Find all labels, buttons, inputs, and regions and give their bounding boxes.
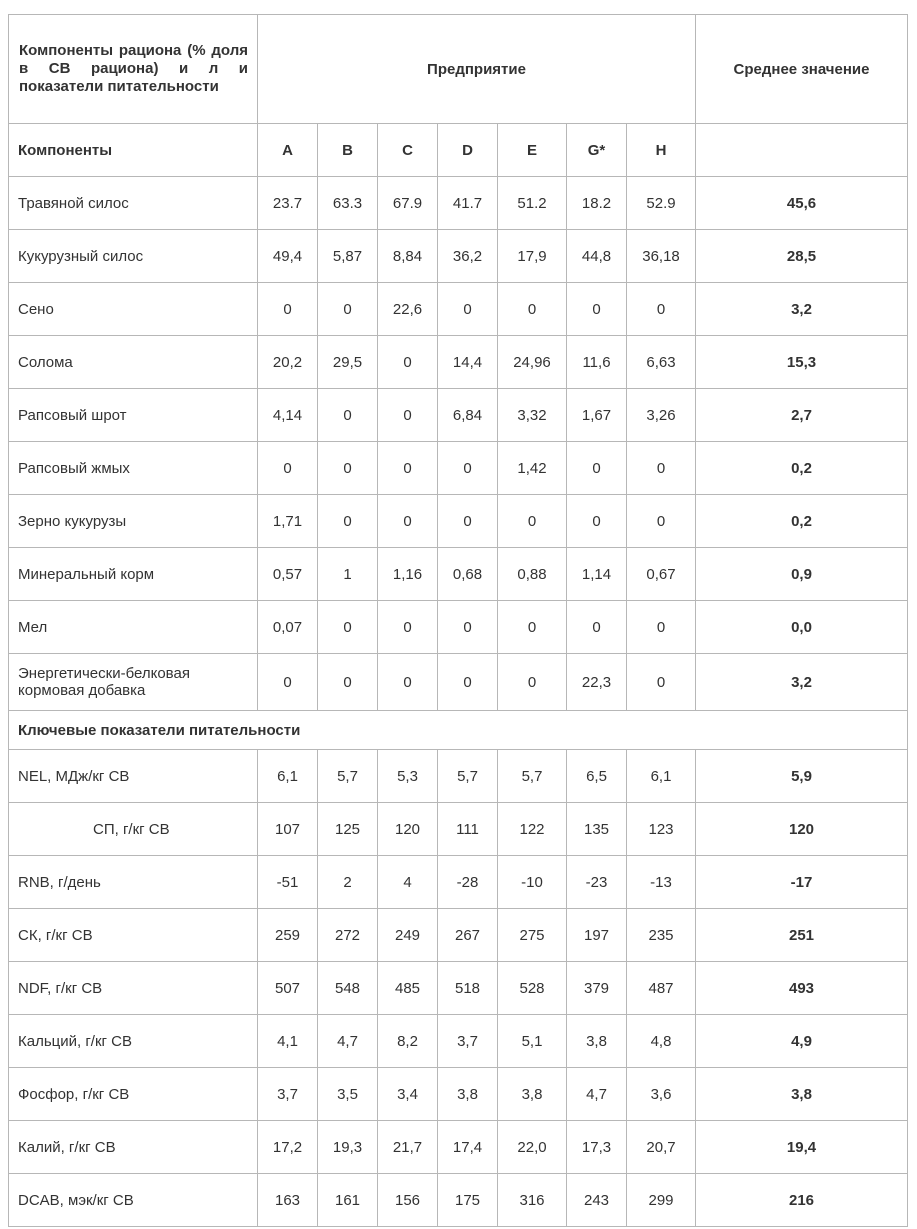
table-cell: 5,1: [498, 1015, 567, 1068]
table-cell: 51.2: [498, 177, 567, 230]
table-row: [9, 389, 908, 442]
table-cell: 0: [258, 654, 318, 711]
table-cell: -23: [567, 856, 627, 909]
table-cell: 6,63: [627, 336, 696, 389]
row-label: Солома: [9, 336, 258, 389]
table-cell: 1,71: [258, 495, 318, 548]
table-row: [9, 495, 908, 548]
table-cell: 0: [258, 442, 318, 495]
table-cell: 528: [498, 962, 567, 1015]
table-cell: 3,6: [627, 1068, 696, 1121]
table-cell: 0: [438, 654, 498, 711]
table-cell: -51: [258, 856, 318, 909]
table-cell: 67.9: [378, 177, 438, 230]
column-header-empty: [696, 124, 908, 177]
average-cell: 3,8: [696, 1068, 908, 1121]
table-row: [9, 962, 908, 1015]
table-cell: 0: [318, 601, 378, 654]
table-cell: 6,5: [567, 750, 627, 803]
table-cell: 5,7: [498, 750, 567, 803]
row-label: Энергетически-белковая кормовая добавка: [9, 654, 258, 711]
table-cell: 235: [627, 909, 696, 962]
table-cell: 20,2: [258, 336, 318, 389]
row-label: Зерно кукурузы: [9, 495, 258, 548]
table-row: [9, 177, 908, 230]
row-label: Рапсовый жмых: [9, 442, 258, 495]
table-cell: 8,2: [378, 1015, 438, 1068]
table-cell: 259: [258, 909, 318, 962]
table-cell: 0: [378, 389, 438, 442]
table-cell: -10: [498, 856, 567, 909]
row-label: СП, г/кг СВ: [9, 803, 258, 856]
average-cell: 3,2: [696, 654, 908, 711]
table-cell: 19,3: [318, 1121, 378, 1174]
table-cell: 267: [438, 909, 498, 962]
row-label: NDF, г/кг СВ: [9, 962, 258, 1015]
table-cell: 63.3: [318, 177, 378, 230]
table-row: [9, 803, 908, 856]
table-cell: 22,3: [567, 654, 627, 711]
table-cell: 0: [318, 495, 378, 548]
table-cell: 5,7: [318, 750, 378, 803]
row-label: Травяной силос: [9, 177, 258, 230]
average-cell: 4,9: [696, 1015, 908, 1068]
row-label: Рапсовый шрот: [9, 389, 258, 442]
table-cell: 3,8: [438, 1068, 498, 1121]
average-cell: 0,2: [696, 495, 908, 548]
table-cell: 4,7: [318, 1015, 378, 1068]
table-row: [9, 1068, 908, 1121]
table-cell: 17,3: [567, 1121, 627, 1174]
table-cell: 6,1: [258, 750, 318, 803]
table-cell: 21,7: [378, 1121, 438, 1174]
table-row: [9, 1015, 908, 1068]
table-cell: 548: [318, 962, 378, 1015]
table-cell: 0: [627, 442, 696, 495]
column-header: B: [318, 124, 378, 177]
indicators-body: [9, 750, 908, 1227]
row-label: Фосфор, г/кг СВ: [9, 1068, 258, 1121]
table-cell: 299: [627, 1174, 696, 1227]
table-cell: 5,87: [318, 230, 378, 283]
table-cell: 4: [378, 856, 438, 909]
table-cell: 125: [318, 803, 378, 856]
table-cell: 36,18: [627, 230, 696, 283]
table-cell: 3,5: [318, 1068, 378, 1121]
table-cell: 243: [567, 1174, 627, 1227]
table-cell: 485: [378, 962, 438, 1015]
table-row: [9, 1121, 908, 1174]
table-cell: 6,84: [438, 389, 498, 442]
table-cell: 0,67: [627, 548, 696, 601]
table-cell: 3,4: [378, 1068, 438, 1121]
table-row: [9, 750, 908, 803]
row-label: СК, г/кг СВ: [9, 909, 258, 962]
table-cell: 0: [498, 495, 567, 548]
table-cell: 22,6: [378, 283, 438, 336]
table-cell: 249: [378, 909, 438, 962]
table-cell: 111: [438, 803, 498, 856]
table-cell: 1: [318, 548, 378, 601]
table-cell: 0: [498, 601, 567, 654]
header-first-col: Компоненты рациона (% доля в СВ рациона) и л и показатели питательности: [9, 15, 258, 124]
column-header: A: [258, 124, 318, 177]
table-cell: 379: [567, 962, 627, 1015]
average-cell: 5,9: [696, 750, 908, 803]
subheader-row: [9, 124, 908, 177]
components-body: [9, 177, 908, 711]
table-row: [9, 654, 908, 711]
table-cell: 41.7: [438, 177, 498, 230]
average-cell: 15,3: [696, 336, 908, 389]
table-cell: 161: [318, 1174, 378, 1227]
table-cell: 3,7: [258, 1068, 318, 1121]
table-cell: 3,8: [567, 1015, 627, 1068]
row-label: Сено: [9, 283, 258, 336]
table-cell: 316: [498, 1174, 567, 1227]
header-enterprise: Предприятие: [258, 15, 696, 124]
average-cell: 216: [696, 1174, 908, 1227]
table-row: [9, 548, 908, 601]
average-cell: 28,5: [696, 230, 908, 283]
table-cell: 0: [627, 654, 696, 711]
table-cell: 5,3: [378, 750, 438, 803]
table-cell: 17,4: [438, 1121, 498, 1174]
table-cell: 0: [318, 389, 378, 442]
table-cell: 4,8: [627, 1015, 696, 1068]
average-cell: 19,4: [696, 1121, 908, 1174]
table-cell: 4,14: [258, 389, 318, 442]
table-cell: 0: [378, 336, 438, 389]
table-cell: 0: [627, 283, 696, 336]
table-cell: 8,84: [378, 230, 438, 283]
table-cell: 0: [567, 442, 627, 495]
table-cell: 272: [318, 909, 378, 962]
table-cell: 0: [627, 601, 696, 654]
table-cell: 0: [318, 283, 378, 336]
table-cell: 197: [567, 909, 627, 962]
average-cell: 0,9: [696, 548, 908, 601]
table-cell: 5,7: [438, 750, 498, 803]
table-cell: 14,4: [438, 336, 498, 389]
table-cell: 23.7: [258, 177, 318, 230]
table-cell: 0,88: [498, 548, 567, 601]
average-cell: 2,7: [696, 389, 908, 442]
table-cell: 3,26: [627, 389, 696, 442]
section-row: [9, 711, 908, 750]
table-cell: 0,68: [438, 548, 498, 601]
table-cell: 1,42: [498, 442, 567, 495]
ration-table: [8, 14, 908, 1227]
table-cell: 4,7: [567, 1068, 627, 1121]
table-row: [9, 909, 908, 962]
row-label: Кукурузный силос: [9, 230, 258, 283]
table-cell: 275: [498, 909, 567, 962]
table-cell: 487: [627, 962, 696, 1015]
column-header: D: [438, 124, 498, 177]
row-label: Минеральный корм: [9, 548, 258, 601]
table-cell: 0: [438, 601, 498, 654]
table-cell: 0: [438, 283, 498, 336]
table-cell: 0: [567, 495, 627, 548]
table-cell: 518: [438, 962, 498, 1015]
row-label: NEL, МДж/кг СВ: [9, 750, 258, 803]
table-cell: 175: [438, 1174, 498, 1227]
table-row: [9, 442, 908, 495]
average-cell: 251: [696, 909, 908, 962]
table-cell: 0: [438, 495, 498, 548]
table-cell: 20,7: [627, 1121, 696, 1174]
average-cell: -17: [696, 856, 908, 909]
column-header: E: [498, 124, 567, 177]
table-cell: 0,07: [258, 601, 318, 654]
table-cell: 49,4: [258, 230, 318, 283]
column-header: G*: [567, 124, 627, 177]
table-cell: 163: [258, 1174, 318, 1227]
table-cell: 107: [258, 803, 318, 856]
average-cell: 120: [696, 803, 908, 856]
average-cell: 45,6: [696, 177, 908, 230]
table-cell: 0: [498, 654, 567, 711]
table-cell: 0: [258, 283, 318, 336]
table-cell: 0: [567, 601, 627, 654]
table-cell: 17,9: [498, 230, 567, 283]
table-cell: 122: [498, 803, 567, 856]
table-cell: 1,67: [567, 389, 627, 442]
table-row: [9, 1174, 908, 1227]
table-cell: 3,8: [498, 1068, 567, 1121]
header-average: Среднее значение: [696, 15, 908, 124]
average-cell: 0,2: [696, 442, 908, 495]
table-cell: 3,32: [498, 389, 567, 442]
table-cell: 0: [627, 495, 696, 548]
row-label: Мел: [9, 601, 258, 654]
table-cell: 0: [318, 654, 378, 711]
table-cell: 24,96: [498, 336, 567, 389]
average-cell: 3,2: [696, 283, 908, 336]
average-cell: 493: [696, 962, 908, 1015]
row-label: RNB, г/день: [9, 856, 258, 909]
table-cell: 1,14: [567, 548, 627, 601]
table-cell: 135: [567, 803, 627, 856]
row-label: Кальций, г/кг СВ: [9, 1015, 258, 1068]
table-cell: 120: [378, 803, 438, 856]
row-label: DCAB, мэк/кг СВ: [9, 1174, 258, 1227]
table-row: [9, 336, 908, 389]
table-cell: 0: [438, 442, 498, 495]
table-cell: 0: [567, 283, 627, 336]
average-cell: 0,0: [696, 601, 908, 654]
table-row: [9, 601, 908, 654]
table-cell: 0: [498, 283, 567, 336]
table-cell: 0: [378, 495, 438, 548]
table-cell: -13: [627, 856, 696, 909]
table-cell: 2: [318, 856, 378, 909]
table-cell: 507: [258, 962, 318, 1015]
table-row: [9, 283, 908, 336]
table-cell: 18.2: [567, 177, 627, 230]
table-cell: 0: [318, 442, 378, 495]
table-cell: 4,1: [258, 1015, 318, 1068]
table-cell: 156: [378, 1174, 438, 1227]
table-cell: 29,5: [318, 336, 378, 389]
header-row: [9, 15, 908, 124]
table-cell: 0: [378, 442, 438, 495]
table-row: [9, 856, 908, 909]
table-cell: 17,2: [258, 1121, 318, 1174]
table-row: [9, 230, 908, 283]
table-cell: 44,8: [567, 230, 627, 283]
table-cell: 3,7: [438, 1015, 498, 1068]
table-cell: 52.9: [627, 177, 696, 230]
table-cell: 36,2: [438, 230, 498, 283]
table-cell: 0: [378, 601, 438, 654]
table-cell: 123: [627, 803, 696, 856]
table-cell: 22,0: [498, 1121, 567, 1174]
table-cell: 0,57: [258, 548, 318, 601]
table-cell: 0: [378, 654, 438, 711]
section-title: Ключевые показатели питательности: [9, 711, 908, 750]
column-header: H: [627, 124, 696, 177]
column-header: C: [378, 124, 438, 177]
table-cell: 11,6: [567, 336, 627, 389]
table-cell: 1,16: [378, 548, 438, 601]
subheader-label: Компоненты: [9, 124, 258, 177]
table-cell: 6,1: [627, 750, 696, 803]
table-cell: -28: [438, 856, 498, 909]
row-label: Калий, г/кг СВ: [9, 1121, 258, 1174]
